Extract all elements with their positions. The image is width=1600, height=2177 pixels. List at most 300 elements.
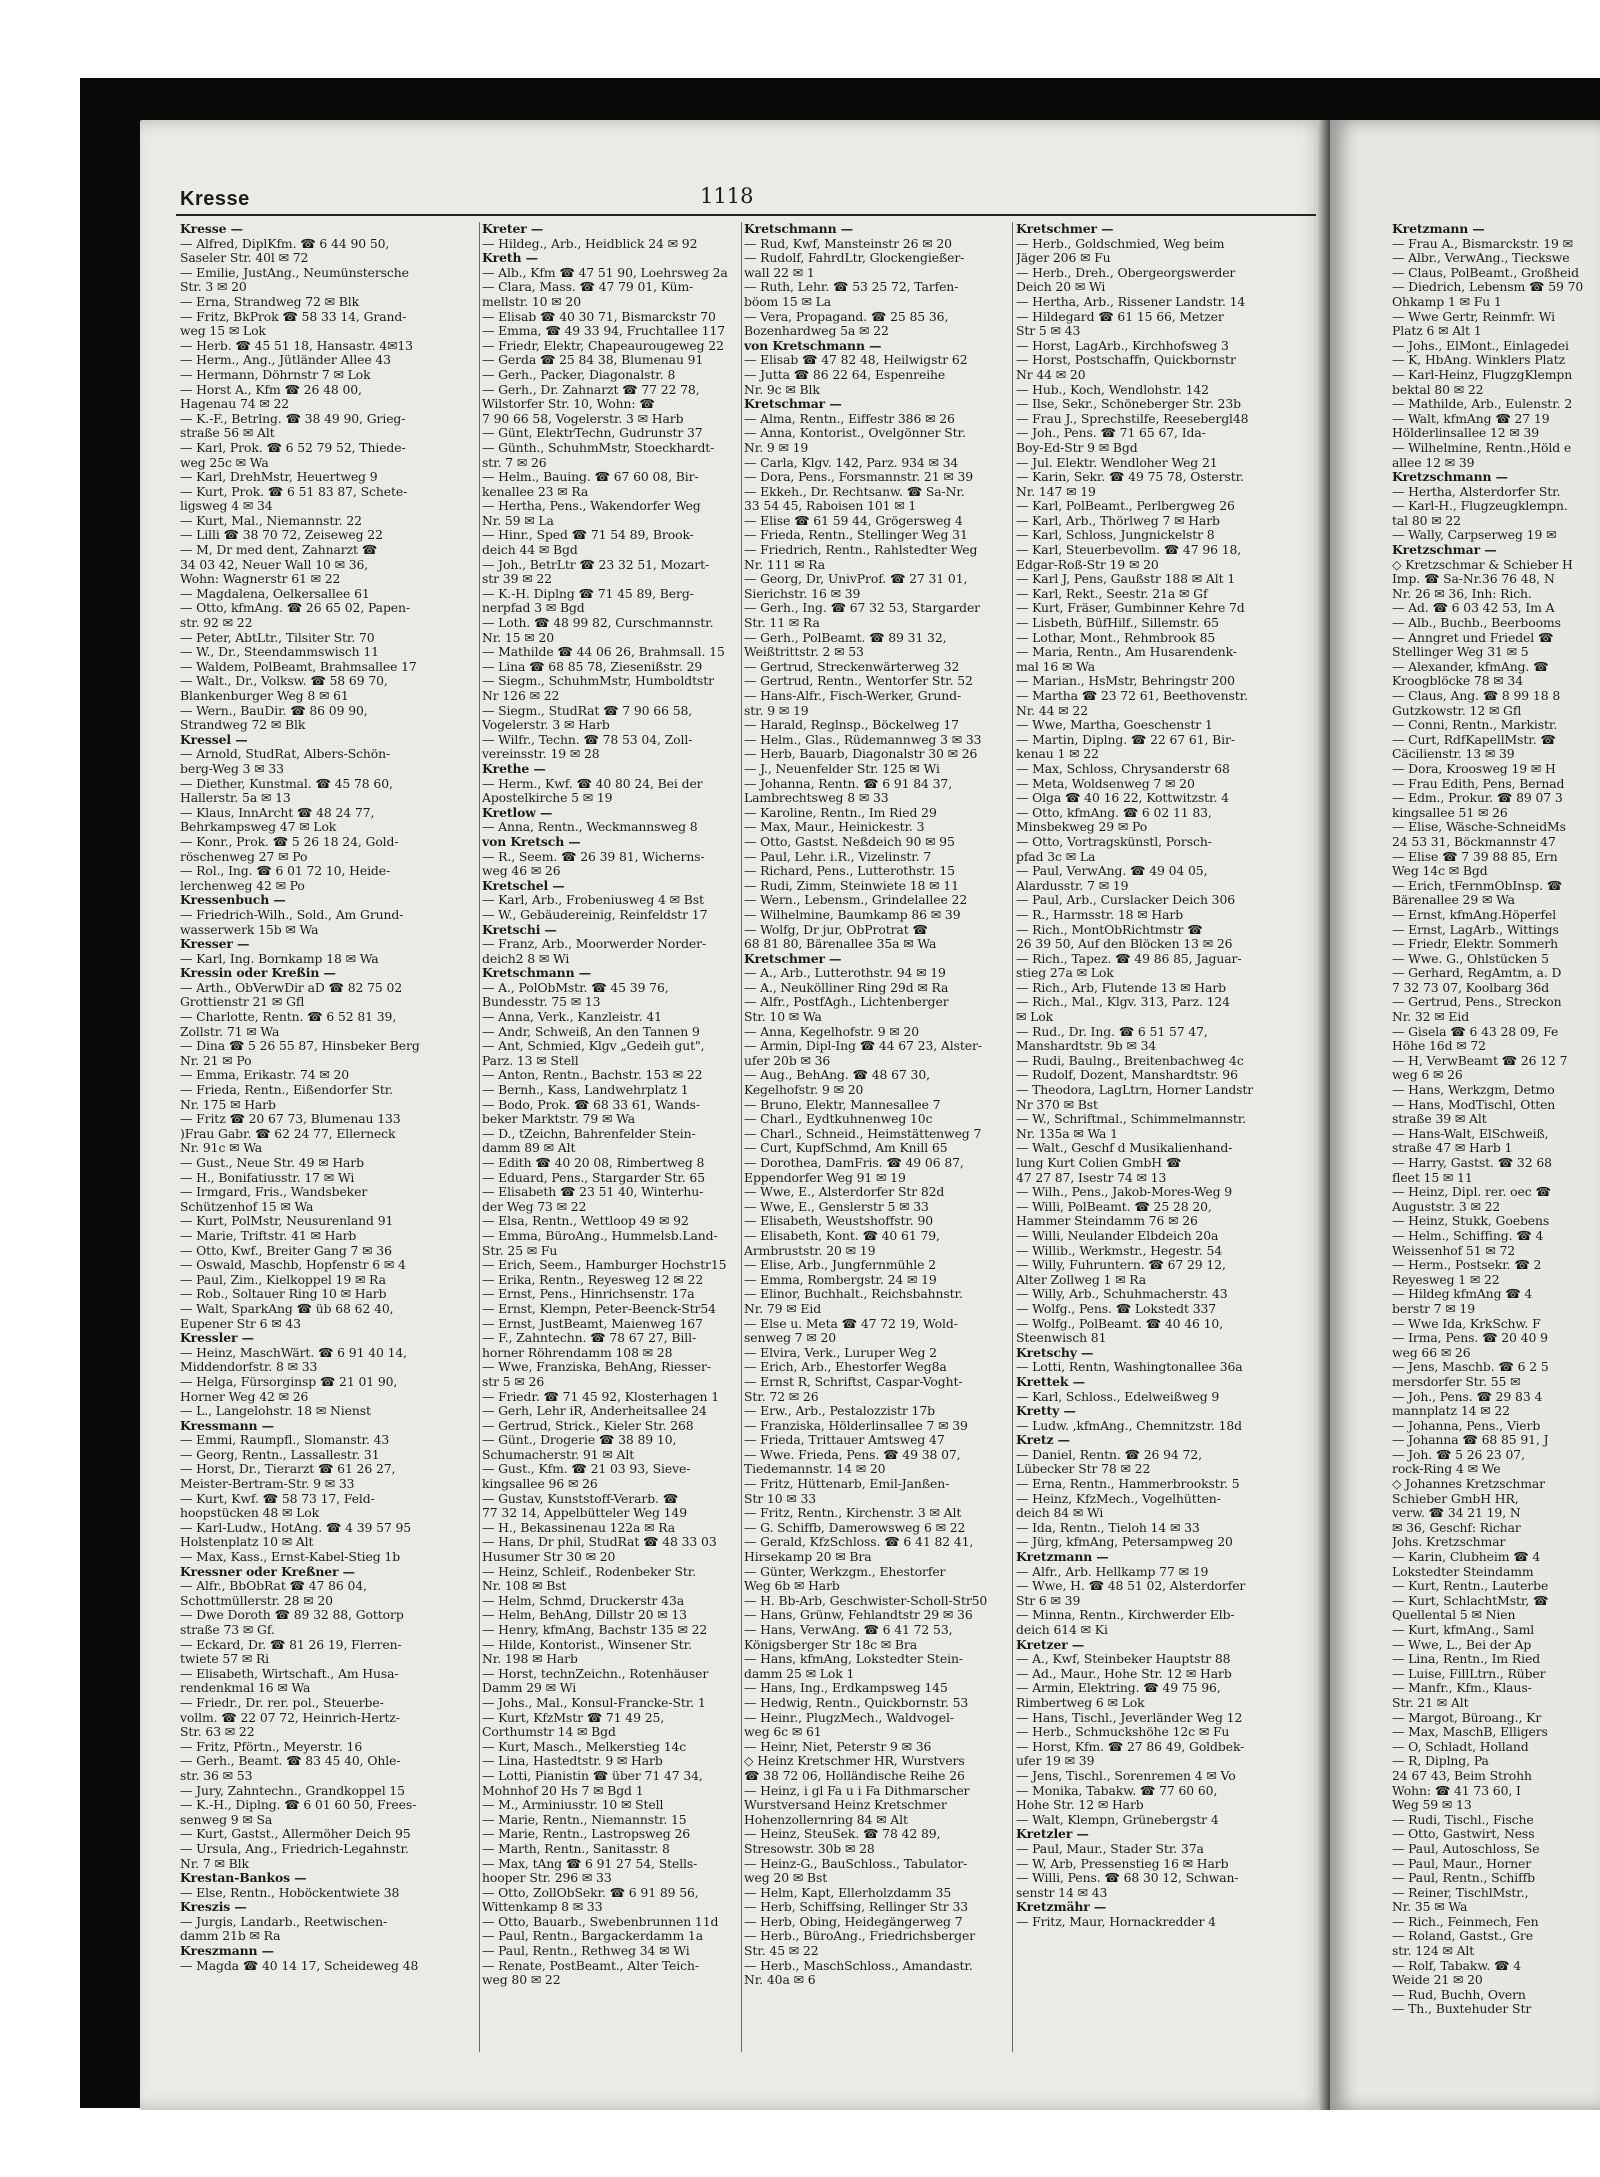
directory-entry-line: Krettek — [1016,1374,1085,1389]
directory-entry-line: Manshardtstr. 9b ✉ 34 [1016,1039,1157,1054]
directory-entry-line: — Walt, Klempn, Grünebergstr 4 [1016,1812,1219,1827]
directory-entry-line: — Dora, Kroosweg 19 ✉ H [1392,761,1556,776]
directory-entry-line: von Kretschmann — [744,338,882,353]
directory-entry-line: — Herb., MaschSchloss., Amandastr. [744,1958,973,1973]
directory-entry-line: — Vera, Propagand. ☎ 25 85 36, [744,309,949,324]
directory-entry-line: mannplatz 14 ✉ 22 [1392,1404,1510,1419]
header-rule [176,214,1316,216]
directory-entry-line: — Gust., Kfm. ☎ 21 03 93, Sieve- [482,1462,691,1477]
directory-entry-line: Edgar-Roß-Str 19 ✉ 20 [1016,557,1159,572]
directory-entry-line: — Fritz, Pförtn., Meyerstr. 16 [180,1739,363,1754]
directory-entry-line: Armbruststr. 20 ✉ 19 [744,1243,876,1258]
directory-entry-line: — Johanna, Rentn. ☎ 6 91 84 37, [744,776,953,791]
directory-entry-line: — Hertha, Alsterdorfer Str. [1392,484,1561,499]
directory-entry-line: — Kurt, PolMstr, Neusurenland 91 [180,1214,394,1229]
directory-entry-line: — Carla, Klgv. 142, Parz. 934 ✉ 34 [744,455,959,470]
directory-entry-line: wasserwerk 15b ✉ Wa [180,922,319,937]
directory-entry-line: — Irma, Pens. ☎ 20 40 9 [1392,1331,1548,1346]
directory-entry-line: — Charl., Schneid., Heimstättenweg 7 [744,1126,982,1141]
directory-entry-line: — Jurgis, Landarb., Reetwischen- [180,1914,388,1929]
directory-entry-line: Kretzler — [1016,1827,1089,1842]
directory-entry-line: weg 46 ✉ 26 [482,864,561,879]
directory-entry-line: Kressler — [180,1331,254,1346]
directory-entry-line: — Hedwig, Rentn., Quickbornstr. 53 [744,1695,969,1710]
directory-entry-line: — O, Schladt, Holland [1392,1739,1529,1754]
directory-entry-line: — Clara, Mass. ☎ 47 79 01, Küm- [482,280,694,295]
directory-entry-line: — Walt., Dr., Volksw. ☎ 58 69 70, [180,674,388,689]
directory-entry-line: — Rud, Buchh, Overn [1392,1987,1526,2002]
directory-entry-line: — Horst A., Kfm ☎ 26 48 00, [180,382,362,397]
directory-entry-line: — Wwe. G., Ohlstücken 5 [1392,951,1549,966]
directory-entry-line: — Walt, kfmAng ☎ 27 19 [1392,411,1550,426]
directory-entry-line: Kressner oder Kreßner — [180,1564,355,1579]
directory-entry-line: Stellinger Weg 31 ✉ 5 [1392,645,1529,660]
directory-entry-line: — Heinr., PlugzMech., Waldvogel- [744,1710,954,1725]
directory-entry-line: — Otto, Gastst. Neßdeich 90 ✉ 95 [744,834,955,849]
directory-entry-line: — Oswald, Maschb, Hopfenstr 6 ✉ 4 [180,1258,406,1273]
directory-entry-line: — Dina ☎ 5 26 55 87, Hinsbeker Berg [180,1039,420,1054]
directory-entry-line: str. 92 ✉ 22 [180,616,253,631]
directory-entry-line: — Karl-H., Flugzeugklempn. [1392,499,1568,514]
directory-entry-line: damm 21b ✉ Ra [180,1929,281,1944]
directory-entry-line: damm 25 ✉ Lok 1 [744,1666,855,1681]
directory-entry-line: — Ernst, Pens., Hinrichsenstr. 17a [482,1287,695,1302]
directory-entry-line: — Horst, Dr., Tierarzt ☎ 61 26 27, [180,1462,396,1477]
directory-entry-line: Wurstversand Heinz Kretschmer [744,1798,947,1813]
directory-entry-line: Kreszmann — [180,1944,274,1959]
directory-entry-line: — Hans-Alfr., Fisch-Werker, Grund- [744,689,962,703]
directory-entry-line: twiete 57 ✉ Ri [180,1652,270,1667]
directory-entry-line: Auguststr. 3 ✉ 22 [1392,1199,1501,1214]
directory-entry-line: — Rich., Tapez. ☎ 49 86 85, Jaguar- [1016,951,1242,966]
directory-entry-line: der Weg 73 ✉ 22 [482,1199,587,1214]
directory-entry-line: str 5 ✉ 26 [482,1374,545,1389]
directory-entry-line: Kressmann — [180,1418,274,1433]
directory-entry-line: — Gerh, Lehr iR, Anderheitsallee 24 [482,1404,707,1419]
directory-entry-line: — Jens, Tischl., Sorenremen 4 ✉ Vo [1016,1768,1236,1783]
directory-entry-line: — Max, Schloss, Chrysanderstr 68 [1016,761,1230,776]
directory-column-5 [1392,222,1600,2017]
directory-entry-line: — Lothar, Mont., Rehmbrook 85 [1016,630,1216,645]
directory-entry-line: — Henry, kfmAng, Bachstr 135 ✉ 22 [482,1623,708,1637]
directory-entry-line: damm 89 ✉ Alt [482,1141,576,1156]
directory-entry-line: ufer 20b ✉ 36 [744,1053,831,1068]
directory-entry-line: Hohe Str. 12 ✉ Harb [1016,1798,1144,1813]
directory-entry-line: — Günt, ElektrTechn, Gudrunstr 37 [482,426,703,441]
directory-entry-line: — K.-H., Diplng. ☎ 6 01 60 50, Frees- [180,1798,417,1813]
directory-entry-line: Imp. ☎ Sa-Nr.36 76 48, N [1392,572,1555,587]
directory-entry-line: — Willi, Neulander Elbdeich 20a [1016,1228,1219,1243]
directory-entry-line: Schieber GmbH HR, [1392,1491,1519,1506]
directory-entry-line: — Karl J, Pens, Gaußstr 188 ✉ Alt 1 [1016,572,1236,587]
directory-entry-line: bektal 80 ✉ 22 [1392,382,1484,397]
directory-entry-line: Wittenkamp 8 ✉ 33 [482,1900,603,1915]
directory-entry-line: — L., Langelohstr. 18 ✉ Nienst [180,1404,371,1419]
directory-entry-line: — Otto, Kwf., Breiter Gang 7 ✉ 36 [180,1243,392,1258]
directory-entry-line: Kretschel — [482,878,565,893]
directory-entry-line: — Rud., Dr. Ing. ☎ 6 51 57 47, [1016,1024,1208,1039]
directory-entry-line: Kresse — [180,222,243,236]
directory-entry-line: senweg 9 ✉ Sa [180,1812,273,1827]
directory-entry-line: — Otto, kfmAng. ☎ 26 65 02, Papen- [180,601,410,616]
directory-entry-line: — F., Zahntechn. ☎ 78 67 27, Bill- [482,1331,697,1346]
directory-entry-line: ✉ 36, Geschf: Richar [1392,1520,1521,1535]
directory-entry-line: — Günter, Werkzgm., Ehestorfer [744,1564,946,1579]
directory-entry-line: — Willib., Werkmstr., Hegestr. 54 [1016,1243,1223,1258]
directory-entry-line: straße 39 ✉ Alt [1392,1112,1487,1127]
directory-entry-line: Horner Weg 42 ✉ 26 [180,1389,309,1404]
directory-entry-line: — Willi, Pens. ☎ 68 30 12, Schwan- [1016,1871,1239,1886]
directory-entry-line: Nr. 21 ✉ Po [180,1053,252,1068]
directory-entry-line: — Gerhard, RegAmtm, a. D [1392,966,1562,981]
directory-entry-line: — Ant, Schmied, Klgv „Gedeih gut", [482,1039,705,1054]
directory-entry-line: — Hans, Grünw, Fehlandtstr 29 ✉ 36 [744,1608,973,1623]
directory-entry-line: Krethe — [482,761,546,776]
directory-entry-line: Zollstr. 71 ✉ Wa [180,1024,280,1039]
directory-entry-line: vollm. ☎ 22 07 72, Heinrich-Hertz- [180,1710,400,1725]
directory-entry-line: stieg 27a ✉ Lok [1016,966,1114,981]
directory-entry-line: — Franziska, Hölderlinsallee 7 ✉ 39 [744,1418,968,1433]
directory-entry-line: weg 6c ✉ 61 [744,1725,822,1740]
directory-entry-line: — Gust., Neue Str. 49 ✉ Harb [180,1156,364,1170]
running-head: Kresse [180,188,250,210]
directory-entry-line: Kresser — [180,937,250,952]
directory-entry-line: — Paul, Zim., Kielkoppel 19 ✉ Ra [180,1272,386,1287]
directory-entry-line: — Georg, Dr, UnivProf. ☎ 27 31 01, [744,572,968,587]
directory-entry-line: — Elisabeth, Weustshoffstr. 90 [744,1214,934,1229]
directory-entry-line: — Klaus, InnArcht ☎ 48 24 77, [180,805,375,820]
directory-entry-line: — Bernh., Kass, Landwehrplatz 1 [482,1083,689,1098]
directory-entry-line: — Curt, KupfSchmd, Am Knill 65 [744,1141,948,1156]
directory-entry-line: — H. Bb-Arb, Geschwister-Scholl-Str50 [744,1593,988,1608]
directory-entry-line: — K.-F., Betrlng. ☎ 38 49 90, Grieg- [180,411,406,426]
directory-entry-line: str 39 ✉ 22 [482,572,552,587]
directory-entry-line: — Emma, BüroAng., Hummelsb.Land- [482,1228,718,1243]
directory-entry-line: — Monika, Tabakw. ☎ 77 60 60, [1016,1783,1218,1798]
directory-entry-line: — Margot, Büroang., Kr [1392,1710,1542,1725]
directory-entry-line: 24 67 43, Beim Strohh [1392,1768,1532,1783]
directory-entry-line: Str. 21 ✉ Alt [1392,1695,1469,1710]
directory-entry-line: kingsallee 51 ✉ 26 [1392,805,1508,820]
directory-entry-line: senstr 14 ✉ 43 [1016,1885,1108,1900]
directory-entry-line: — K.-H. Diplng ☎ 71 45 89, Berg- [482,586,694,601]
directory-entry-line: — A., Arb., Lutterothstr. 94 ✉ 19 [744,966,946,981]
directory-entry-line: Krestan-Bankos — [180,1871,307,1886]
directory-entry-line: — J., Neuenfelder Str. 125 ✉ Wi [744,761,940,776]
directory-entry-line: — Wilhelmine, Baumkamp 86 ✉ 39 [744,907,961,922]
directory-entry-line: — R., Seem. ☎ 26 39 81, Wicherns- [482,849,705,864]
directory-entry-line: — Peter, AbtLtr., Tilsiter Str. 70 [180,630,375,645]
directory-entry-line: mal 16 ✉ Wa [1016,659,1096,674]
directory-entry-line: kenau 1 ✉ 22 [1016,747,1099,762]
directory-entry-line: — Hildeg kfmAng ☎ 4 [1392,1287,1533,1302]
directory-entry-line: — Kurt, KfzMstr ☎ 71 49 25, [482,1710,665,1725]
directory-entry-line: — Dwe Doroth ☎ 89 32 88, Gottorp [180,1608,404,1623]
directory-entry-line: — Ernst R, Schriftst, Caspar-Voght- [744,1374,963,1389]
directory-entry-line: — Richard, Pens., Lutterothstr. 15 [744,864,955,879]
directory-entry-line: — H, VerwBeamt ☎ 26 12 7 [1392,1053,1568,1068]
directory-entry-line: Weissenhof 51 ✉ 72 [1392,1243,1516,1258]
directory-entry-line: vereinsstr. 19 ✉ 28 [482,747,600,762]
directory-entry-line: — Max, Kass., Ernst-Kabel-Stieg 1b [180,1550,401,1565]
directory-entry-line: lung Kurt Colien GmbH ☎ [1016,1156,1182,1170]
directory-entry-line: Middendorfstr. 8 ✉ 33 [180,1360,318,1375]
directory-entry-line: — Paul, Maur., Horner [1392,1856,1532,1871]
directory-entry-line: — Marth, Rentn., Sanitasstr. 8 [482,1841,670,1856]
directory-entry-line: — Irmgard, Fris., Wandsbeker [180,1185,368,1200]
directory-entry-line: — Joh., Pens. ☎ 71 65 67, Ida- [1016,426,1206,441]
directory-entry-line: Hammer Steindamm 76 ✉ 26 [1016,1214,1198,1229]
directory-entry-line: Nr. 35 ✉ Wa [1392,1900,1468,1915]
directory-entry-line: — Curt, RdfKapellMstr. ☎ [1392,732,1556,747]
directory-entry-line: — Wwe, H. ☎ 48 51 02, Alsterdorfer [1016,1579,1246,1594]
directory-entry-line: 68 81 80, Bärenallee 35a ✉ Wa [744,937,937,952]
directory-entry-line: — Karl, Arb., Frobeniusweg 4 ✉ Bst [482,893,704,908]
directory-entry-line: — Dorothea, DamFris. ☎ 49 06 87, [744,1156,964,1170]
directory-entry-line: Str. 3 ✉ 20 [180,280,247,295]
directory-entry-line: — Meta, Woldsenweg 7 ✉ 20 [1016,776,1195,791]
directory-entry-line: — Claus, Ang. ☎ 8 99 18 8 [1392,689,1561,703]
directory-entry-line: — Wwe, E., Genslerstr 5 ✉ 33 [744,1199,929,1214]
directory-entry-line: — Heinr, Niet, Peterstr 9 ✉ 36 [744,1739,932,1754]
directory-entry-line: Kreszis — [180,1900,247,1915]
directory-entry-line: — Alma, Rentn., Eiffestr 386 ✉ 26 [744,411,955,426]
directory-entry-line: — Elise ☎ 61 59 44, Grögersweg 4 [744,513,963,528]
directory-entry-line: — Paul, Lehr. i.R., Vizelinstr. 7 [744,849,932,864]
directory-entry-line: — D., tZeichn, Bahrenfelder Stein- [482,1126,696,1141]
directory-entry-line: — Mathilde, Arb., Eulenstr. 2 [1392,397,1573,412]
directory-entry-line: Hohenzollernring 84 ✉ Alt [744,1812,908,1827]
directory-entry-line: — Horst, LagArb., Kirchhofsweg 3 [1016,338,1229,353]
directory-entry-line: — Kurt, Kwf. ☎ 58 73 17, Feld- [180,1491,375,1506]
directory-entry-line: — H., Bekassinenau 122a ✉ Ra [482,1520,676,1535]
directory-entry-line: Kretschmer — [1016,222,1114,236]
directory-entry-line: Weg 14c ✉ Bgd [1392,864,1488,879]
directory-entry-line: — Herb., Dreh., Obergeorgswerder [1016,265,1236,280]
directory-entry-line: Str. 11 ✉ Ra [744,616,820,631]
directory-entry-line: — M., Arminiusstr. 10 ✉ Stell [482,1798,664,1813]
directory-entry-line: — Hans-Walt, ElSchweiß, [1392,1126,1549,1141]
directory-entry-line: — Wilfr., Techn. ☎ 78 53 04, Zoll- [482,732,693,747]
directory-entry-line: — Rolf, Tabakw. ☎ 4 [1392,1958,1521,1973]
directory-entry-line: — Horst, Postschaffn, Quickbornstr [1016,353,1236,368]
directory-entry-line: horner Röhrendamm 108 ✉ 28 [482,1345,673,1360]
directory-entry-line: — Siegm., StudRat ☎ 7 90 66 58, [482,703,693,718]
directory-entry-line: — Emma, Rombergstr. 24 ✉ 19 [744,1272,937,1287]
directory-entry-line: Hirsekamp 20 ✉ Bra [744,1550,872,1565]
directory-entry-line: — Albr., VerwAng., Tieckswe [1392,251,1570,266]
directory-entry-line: — Wally, Carpserweg 19 ✉ [1392,528,1557,543]
directory-entry-line: — Erna, Rentn., Hammerbrookstr. 5 [1016,1477,1240,1492]
directory-entry-line: Nr. 9 ✉ 19 [744,440,809,455]
directory-entry-line: Kretschmann — [482,966,591,981]
directory-entry-line: )Frau Gabr. ☎ 62 24 77, Ellerneck [180,1126,396,1141]
directory-entry-line: — Herb., Goldschmied, Weg beim [1016,236,1225,251]
directory-entry-line: — Ernst, Klempn, Peter-Beenck-Str54 [482,1301,716,1316]
directory-column-4 [1016,222,1314,1929]
directory-entry-line: — Roland, Gastst., Gre [1392,1929,1533,1944]
directory-entry-line: — Wern., BauDir. ☎ 86 09 90, [180,703,368,718]
directory-entry-line: — Jury, Zahntechn., Grandkoppel 15 [180,1783,405,1798]
directory-entry-line: Bozenhardweg 5a ✉ 22 [744,324,889,339]
directory-entry-line: — Friedr, Elektr. Sommerh [1392,937,1558,952]
directory-entry-line: Wohn: ☎ 41 73 60, I [1392,1783,1521,1798]
directory-entry-line: — Joh., BetrLtr ☎ 23 32 51, Mozart- [482,557,710,572]
directory-entry-line: Kretzer — [1016,1637,1085,1652]
directory-entry-line: — Bruno, Elektr, Mannesallee 7 [744,1097,941,1112]
directory-entry-line: verw. ☎ 34 21 19, N [1392,1506,1521,1521]
directory-entry-line: — Marian., HsMstr, Behringstr 200 [1016,674,1235,689]
directory-entry-line: — Rud, Kwf, Mansteinstr 26 ✉ 20 [744,236,952,251]
directory-entry-line: Husumer Str 30 ✉ 20 [482,1550,616,1565]
directory-entry-line: — Kurt, Gastst., Allermöher Deich 95 [180,1827,411,1842]
directory-entry-line: — Heinz, Stukk, Goebens [1392,1214,1550,1229]
directory-entry-line: — Gertrud, Pens., Streckon [1392,995,1562,1010]
directory-entry-line: — Frau J., Sprechstilfe, Reesebergl48 [1016,411,1249,426]
directory-entry-line: — Alfr., BbObRat ☎ 47 86 04, [180,1579,367,1594]
directory-entry-line: 26 39 50, Auf den Blöcken 13 ✉ 26 [1016,937,1233,952]
directory-entry-line: Alardusstr. 7 ✉ 19 [1016,878,1129,893]
directory-entry-line: weg 15 ✉ Lok [180,324,266,339]
directory-entry-line: 24 53 31, Böckmannstr 47 [1392,834,1556,849]
directory-entry-line: — Gerh., PolBeamt. ☎ 89 31 32, [744,630,947,645]
directory-entry-line: — Anna, Kegelhofstr. 9 ✉ 20 [744,1024,919,1039]
directory-entry-line: lerchenweg 42 ✉ Po [180,878,305,893]
directory-entry-line: — Otto, Vortragskünstl, Porsch- [1016,834,1212,849]
directory-entry-line: — Paul, Rentn., Bargackerdamm 1a [482,1929,703,1944]
directory-entry-line: — Willy, Arb., Schuhmacherstr. 43 [1016,1287,1228,1302]
directory-entry-line: Kretlow — [482,805,553,820]
directory-entry-line: — Hans, Tischl., Jeverländer Weg 12 [1016,1710,1243,1725]
directory-entry-line: — Heinz, Dipl. rer. oec ☎ [1392,1185,1551,1200]
directory-entry-line: Höhe 16d ✉ 72 [1392,1039,1486,1054]
directory-entry-line: — Herb, Obing, Heidegängerweg 7 [744,1914,963,1929]
directory-entry-line: — Lilli ☎ 38 70 72, Zeiseweg 22 [180,528,383,543]
directory-entry-line: — Gerald, KfzSchloss. ☎ 6 41 82 41, [744,1535,974,1550]
directory-entry-line: — W., Gebäudereinig, Reinfeldstr 17 [482,907,708,922]
directory-entry-line: Kretschmann — [744,222,853,236]
column-divider [479,222,480,2052]
directory-entry-line: — Ernst, kfmAng.Höperfel [1392,907,1557,922]
directory-entry-line: str. 9 ✉ 19 [744,703,809,718]
directory-entry-line: Platz 6 ✉ Alt 1 [1392,324,1482,339]
directory-entry-line: — Karl, Rekt., Seestr. 21a ✉ Gf [1016,586,1208,601]
directory-entry-line: 47 27 87, Isestr 74 ✉ 13 [1016,1170,1167,1185]
directory-entry-line: — Paul, Rentn., Schiffb [1392,1871,1535,1886]
directory-entry-line: — Lotti, Pianistin ☎ über 71 47 34, [482,1768,703,1783]
directory-entry-line: — Elise ☎ 7 39 88 85, Ern [1392,849,1558,864]
directory-entry-line: — Kurt, kfmAng., Saml [1392,1623,1535,1637]
directory-entry-line: — Edith ☎ 40 20 08, Rimbertweg 8 [482,1156,705,1170]
directory-entry-line: — Ursula, Ang., Friedrich-Legahnstr. [180,1841,409,1856]
directory-entry-line: Str 10 ✉ 33 [744,1491,817,1506]
directory-entry-line: — Wilh., Pens., Jakob-Mores-Weg 9 [1016,1185,1233,1200]
directory-entry-line: Ohkamp 1 ✉ Fu 1 [1392,294,1502,309]
directory-entry-line: Stresowstr. 30b ✉ 28 [744,1841,875,1856]
directory-entry-line: — Heinz, Schleif., Rodenbeker Str. [482,1564,697,1579]
directory-entry-line: — Karl, PolBeamt., Perlbergweg 26 [1016,499,1235,514]
directory-entry-line: — Alfred, DiplKfm. ☎ 6 44 90 50, [180,236,390,251]
directory-entry-line: — Hertha, Arb., Rissener Landstr. 14 [1016,294,1246,309]
directory-entry-line: — Andr, Schweiß, An den Tannen 9 [482,1024,700,1039]
directory-entry-line: Kretz — [1016,1433,1070,1448]
directory-entry-line: — Rudi, Tischl., Fische [1392,1812,1534,1827]
directory-entry-line: — Günth., SchuhmMstr, Stoeckhardt- [482,440,715,455]
directory-entry-line: — Hilde, Kontorist., Winsener Str. [482,1637,692,1652]
directory-entry-line: — Erich, Arb., Ehestorfer Weg8a [744,1360,947,1375]
directory-entry-line: — Hans, Ing., Erdkampsweg 145 [744,1681,948,1696]
directory-entry-line: — Hans, Dr phil, StudRat ☎ 48 33 03 [482,1535,717,1550]
directory-entry-line: — Rudolf, FahrdLtr, Glockengießer- [744,251,965,266]
directory-entry-line: — Heinz-G., BauSchloss., Tabulator- [744,1856,968,1871]
directory-entry-line: — Hildeg., Arb., Heidblick 24 ✉ 92 [482,236,698,251]
directory-entry-line: Weg 59 ✉ 13 [1392,1798,1472,1813]
directory-entry-line: Königsberger Str 18c ✉ Bra [744,1637,918,1652]
directory-entry-line: Nr. 44 ✉ 22 [1016,703,1088,718]
directory-entry-line: Kretschi — [482,922,557,937]
directory-entry-line: — Walt, SparkAng ☎ üb 68 62 40, [180,1301,394,1316]
directory-entry-line: — Kurt, Prok. ☎ 6 51 83 87, Schete- [180,484,408,499]
directory-entry-line: — Karl, Schloss, Jungnickelstr 8 [1016,528,1215,543]
directory-entry-line: — Olga ☎ 40 16 22, Kottwitzstr. 4 [1016,791,1229,806]
directory-entry-line: Bärenallee 29 ✉ Wa [1392,893,1515,908]
directory-entry-line: — Wolfg., PolBeamt. ☎ 40 46 10, [1016,1316,1224,1331]
directory-entry-line: — Bodo, Prok. ☎ 68 33 61, Wands- [482,1097,700,1112]
directory-entry-line: — Fritz, Hüttenarb, Emil-Janßen- [744,1477,950,1492]
directory-entry-line: pfad 3c ✉ La [1016,849,1096,864]
directory-entry-line: — Gertrud, Rentn., Wentorfer Str. 52 [744,674,973,689]
directory-entry-line: — Wilhelmine, Rentn.,Höld e [1392,440,1572,455]
directory-entry-line: — Lina, Hastedtstr. 9 ✉ Harb [482,1754,663,1769]
directory-entry-line: Corthumstr 14 ✉ Bgd [482,1725,616,1740]
directory-entry-line: — Fritz, BkProk ☎ 58 33 14, Grand- [180,309,407,324]
directory-entry-line: — Gerh., Ing. ☎ 67 32 53, Stargarder [744,601,980,616]
directory-entry-line: — Ad., Maur., Hohe Str. 12 ✉ Harb [1016,1666,1232,1681]
directory-entry-line: Alter Zollweg 1 ✉ Ra [1016,1272,1147,1287]
directory-entry-line: Lokstedter Steindamm [1392,1564,1534,1579]
directory-entry-line: straße 56 ✉ Alt [180,426,275,441]
directory-entry-line: — Edm., Prokur. ☎ 89 07 3 [1392,791,1563,806]
directory-entry-line: — Frau A., Bismarckstr. 19 ✉ [1392,236,1573,251]
directory-entry-line: — Elisab ☎ 40 30 71, Bismarckstr 70 [482,309,716,324]
directory-entry-line: — Heinz, KfzMech., Vogelhütten- [1016,1491,1221,1506]
directory-entry-line: — Rich., Feinmech, Fen [1392,1914,1539,1929]
directory-entry-line: — Jul. Elektr. Wendloher Weg 21 [1016,455,1218,470]
directory-entry-line: Kretzmann — [1392,222,1485,236]
directory-entry-line: — Willi, PolBeamt. ☎ 25 28 20, [1016,1199,1212,1214]
directory-entry-line: — Max, tAng ☎ 6 91 27 54, Stells- [482,1856,698,1871]
directory-entry-line: wall 22 ✉ 1 [744,265,815,280]
directory-entry-line: — Paul, Arb., Curslacker Deich 306 [1016,893,1236,908]
directory-entry-line: kingsallee 96 ✉ 26 [482,1477,598,1492]
directory-entry-line: — Daniel, Rentn. ☎ 26 94 72, [1016,1447,1202,1462]
directory-entry-line: Kressin oder Kreßin — [180,966,336,981]
directory-entry-line: — Herm., Kwf. ☎ 40 80 24, Bei der [482,776,703,791]
directory-entry-line: — R., Harmsstr. 18 ✉ Harb [1016,907,1184,922]
directory-entry-line: Nr. 198 ✉ Harb [482,1652,578,1667]
directory-entry-line: — Elise, Arb., Jungfernmühle 2 [744,1258,936,1273]
directory-entry-line: — Magdalena, Oelkersallee 61 [180,586,370,601]
directory-entry-line: Nr. 175 ✉ Harb [180,1097,276,1112]
directory-entry-line: Kretzschmar — [1392,543,1497,558]
directory-entry-line: — Diether, Kunstmal. ☎ 45 78 60, [180,776,393,791]
directory-entry-line: Str. 72 ✉ 26 [744,1389,819,1404]
directory-entry-line: Quellental 5 ✉ Nien [1392,1608,1516,1623]
directory-entry-line: Str. 10 ✉ Wa [744,1010,822,1025]
directory-entry-line: 7 90 66 58, Vogelerstr. 3 ✉ Harb [482,411,684,426]
directory-entry-line: 77 32 14, Appelbütteler Weg 149 [482,1506,687,1521]
directory-entry-line: — Erika, Rentn., Reyesweg 12 ✉ 22 [482,1272,704,1287]
